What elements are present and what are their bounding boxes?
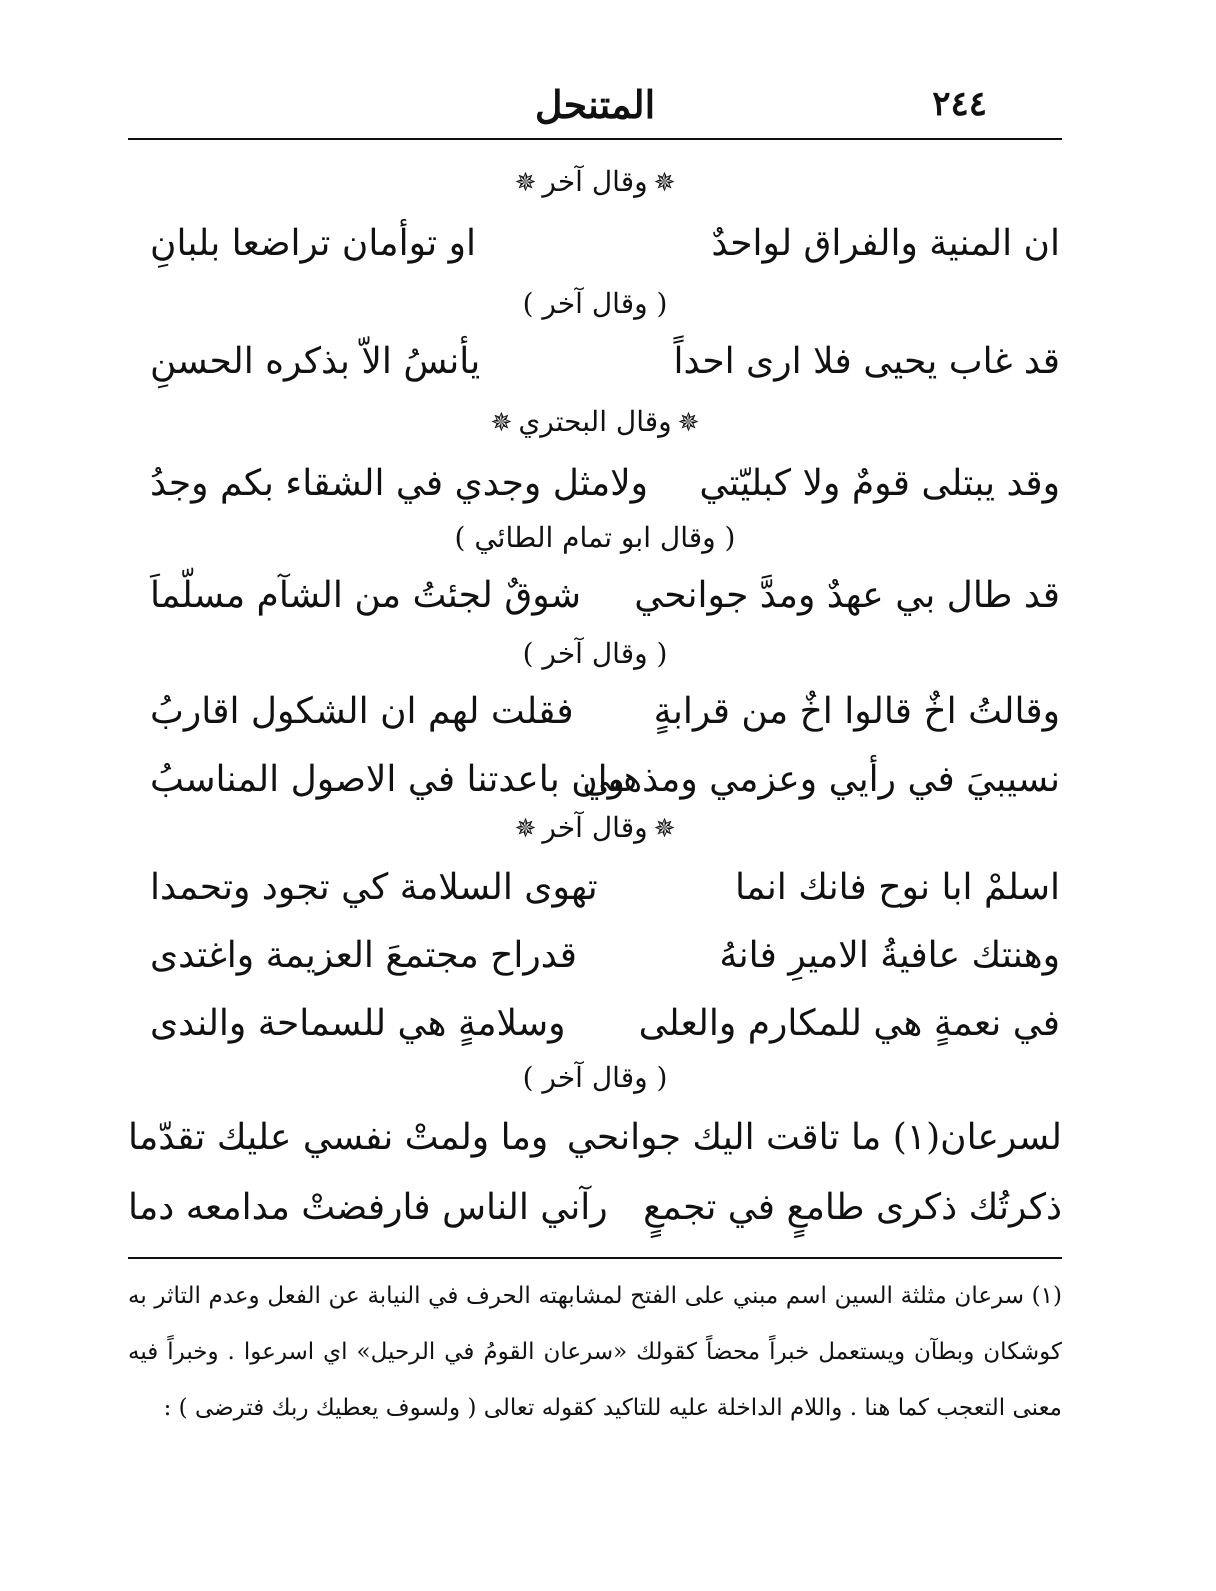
verse-second-hemistich: وما ولمتْ نفسي عليك تقدّما bbox=[128, 1117, 549, 1158]
verse-line bbox=[150, 924, 1060, 988]
section-heading-2 bbox=[128, 284, 1062, 324]
verse-line bbox=[150, 992, 1060, 1056]
heading-text: ( وقال آخر ) bbox=[522, 637, 668, 670]
verse-line bbox=[150, 330, 1060, 394]
verse-line bbox=[150, 748, 1060, 812]
verse-first-hemistich: نسيبيَ في رأيي وعزمي ومذهبي bbox=[582, 759, 1060, 800]
section-heading-1 bbox=[128, 162, 1062, 203]
ornament-icon: ✵ bbox=[653, 168, 676, 198]
ornament-icon: ✵ bbox=[677, 408, 700, 438]
ornament-icon: ✵ bbox=[514, 168, 537, 198]
verse-line bbox=[150, 452, 1060, 516]
verse-second-hemistich: يأنسُ الاّ بذكره الحسنِ bbox=[150, 341, 481, 382]
verse-second-hemistich: او توأمان تراضعا بلبانِ bbox=[150, 223, 477, 264]
verse-first-hemistich: قد طال بي عهدٌ ومدَّ جوانحي bbox=[634, 575, 1060, 616]
verse-second-hemistich: شوقٌ لجئتُ من الشآم مسلّماَ bbox=[150, 575, 582, 616]
ornament-icon: ✵ bbox=[653, 814, 676, 844]
verse-line bbox=[128, 1106, 1062, 1170]
section-heading-6 bbox=[128, 808, 1062, 849]
verse-second-hemistich: رآني الناس فارفضتْ مدامعه دما bbox=[128, 1187, 608, 1228]
verse-first-hemistich: قد غاب يحيى فلا ارى احداً bbox=[673, 341, 1060, 382]
page-number: ٢٤٤ bbox=[932, 84, 987, 124]
section-heading-5 bbox=[128, 634, 1062, 674]
verse-second-hemistich: ولامثل وجدي في الشقاء بكم وجدُ bbox=[150, 463, 649, 504]
heading-text: وقال آخر bbox=[542, 811, 648, 844]
verse-first-hemistich: في نعمةٍ هي للمكارم والعلى bbox=[638, 1003, 1060, 1044]
page-header bbox=[128, 78, 1062, 140]
verse-second-hemistich: قدراح مجتمعَ العزيمة واغتدى bbox=[150, 935, 577, 976]
verse-line bbox=[150, 564, 1060, 628]
verse-first-hemistich: وقالتُ اخٌ قالوا اخٌ من قرابةٍ bbox=[653, 691, 1060, 732]
section-heading-4 bbox=[128, 518, 1062, 558]
verse-first-hemistich: لسرعان(١) ما تاقت اليك جوانحي bbox=[566, 1117, 1062, 1158]
verse-line bbox=[128, 1176, 1062, 1240]
footnote: (١) سرعان مثلثة السين اسم مبني على الفتح لمشابهته الحرف في النيابة عن الفعل وعدم التاثر به كوشكان وبطآن ويستعمل خبراً محضاً كقولك «سرعان القومُ في الرحيل» اي اسرعوا . وخبراً فيه معنى التعجب كما هنا . واللام الداخلة عليه للتاكيد كقوله تعالى ( ولسوف يعطيك ربك فترضى ) : bbox=[128, 1283, 1062, 1421]
verse-first-hemistich: وقد يبتلى قومٌ ولا كبليّتي bbox=[699, 463, 1060, 504]
verse-second-hemistich: تهوى السلامة كي تجود وتحمدا bbox=[150, 867, 598, 908]
verse-first-hemistich: وهنتك عافيةُ الاميرِ فانهُ bbox=[719, 935, 1060, 976]
verse-first-hemistich: ان المنية والفراق لواحدٌ bbox=[711, 223, 1060, 264]
ornament-icon: ✵ bbox=[490, 408, 513, 438]
footnote-divider bbox=[128, 1257, 1062, 1259]
heading-text: ( وقال آخر ) bbox=[522, 287, 668, 320]
section-heading-7 bbox=[128, 1058, 1062, 1098]
heading-text: ( وقال آخر ) bbox=[522, 1061, 668, 1094]
verse-second-hemistich: فقلت لهم ان الشكول اقاربُ bbox=[150, 691, 574, 732]
heading-text: وقال البحتري bbox=[518, 405, 672, 438]
verse-line bbox=[150, 856, 1060, 920]
verse-line bbox=[150, 212, 1060, 276]
verse-first-hemistich: اسلمْ ابا نوح فانك انما bbox=[734, 867, 1060, 908]
verse-second-hemistich: وسلامةٍ هي للسماحة والندى bbox=[150, 1003, 566, 1044]
heading-text: ( وقال ابو تمام الطائي ) bbox=[454, 521, 736, 554]
ornament-icon: ✵ bbox=[514, 814, 537, 844]
section-heading-3 bbox=[128, 402, 1062, 443]
heading-text: وقال آخر bbox=[542, 165, 648, 198]
verse-first-hemistich: ذكرتُك ذكرى طامعٍ في تجمعٍ bbox=[643, 1187, 1062, 1228]
running-title: المتنحل bbox=[534, 82, 656, 127]
verse-second-hemistich: وان باعدتنا في الاصول المناسبُ bbox=[150, 759, 626, 800]
verse-line bbox=[150, 680, 1060, 744]
